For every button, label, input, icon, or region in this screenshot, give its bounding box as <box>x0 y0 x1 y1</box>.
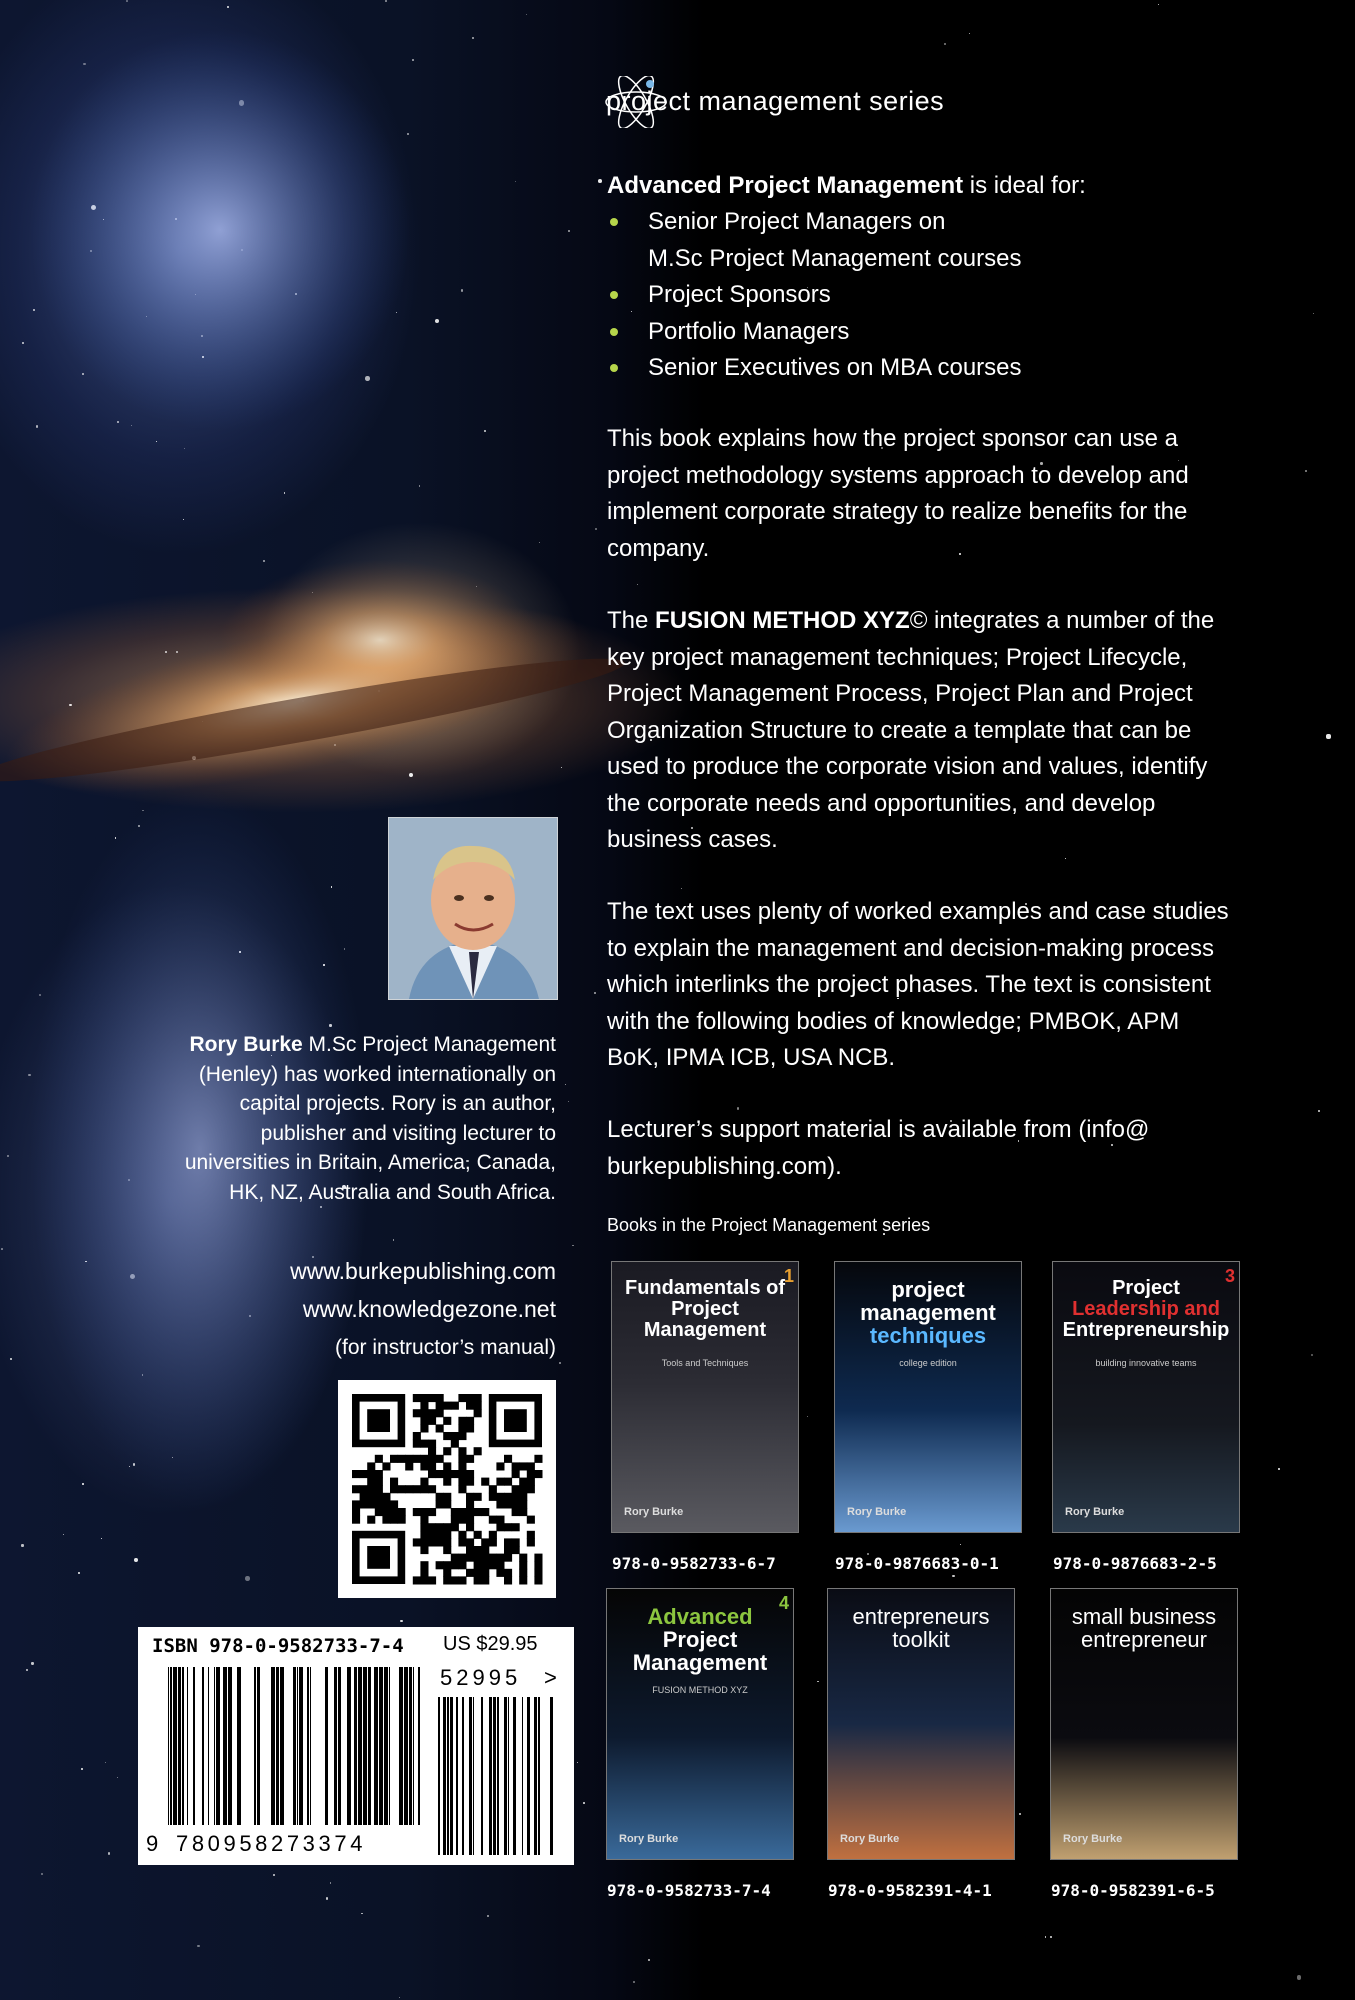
book-subtitle: Tools and Techniques <box>661 1358 749 1368</box>
book-isbn: 978-0-9582733-6-7 <box>612 1554 776 1573</box>
list-item: Portfolio Managers <box>610 314 1022 351</box>
book-cover-title <box>612 1278 798 1341</box>
star <box>1050 1936 1052 1938</box>
star <box>1305 470 1306 471</box>
paragraph-examples: The text uses plenty of worked examples and case studies to explain the management and decision-making process which interlinks the project phases. The text is consistent with the following bodies of knowledge; PMBOK, APM BoK, IPMA ICB, USA NCB. <box>607 898 1229 1071</box>
list-item: Project Sponsors <box>610 277 1022 314</box>
star <box>681 888 682 889</box>
addon-digits: 52995 <box>440 1665 522 1690</box>
star <box>1313 313 1314 314</box>
book-cover-title <box>828 1605 1014 1651</box>
instructor-note: (for instructor’s manual) <box>335 1336 556 1359</box>
star <box>1311 1354 1313 1356</box>
book-author: Rory Burke <box>619 1833 679 1845</box>
book-cover[interactable] <box>611 1261 799 1533</box>
book-title-line: small business <box>1071 1604 1217 1629</box>
book-title-line: management <box>860 1300 996 1326</box>
ideal-suffix: is ideal for: <box>963 172 1086 199</box>
book-isbn: 978-0-9876683-2-5 <box>1053 1554 1217 1573</box>
book-isbn: 978-0-9582391-4-1 <box>828 1881 992 1900</box>
qr-code[interactable] <box>338 1380 556 1598</box>
paragraph-support: Lecturer’s support material is available from (info@ burkepublishing.com). <box>607 1116 1150 1180</box>
book-author: Rory Burke <box>624 1506 684 1518</box>
star <box>944 43 946 45</box>
star <box>1158 4 1159 5</box>
book-title-line: Entrepreneurship <box>1062 1319 1230 1341</box>
list-item-continuation: M.Sc Project Management courses <box>648 244 1022 272</box>
book-cover-title <box>1053 1278 1239 1341</box>
book-cover[interactable] <box>1052 1261 1240 1533</box>
isbn-barcode <box>138 1627 574 1865</box>
book-title-line: project <box>891 1277 965 1302</box>
book-author: Rory Burke <box>840 1833 900 1845</box>
book-number-badge: 1 <box>783 1266 794 1286</box>
book-title-line: Management <box>632 1650 768 1676</box>
book-isbn: 978-0-9876683-0-1 <box>835 1554 999 1573</box>
book-subtitle: college edition <box>899 1358 957 1368</box>
list-item: Senior Project Managers on M.Sc Project Management courses <box>610 204 1022 277</box>
book-number-badge: 4 <box>778 1593 789 1613</box>
star <box>817 1681 819 1683</box>
book-author: Rory Burke <box>1065 1506 1125 1518</box>
ideal-list <box>610 204 1022 387</box>
star <box>1278 1468 1280 1470</box>
star <box>969 33 970 34</box>
book-cover[interactable] <box>1050 1588 1238 1860</box>
book-author: Rory Burke <box>847 1506 907 1518</box>
book-title-line: techniques <box>869 1323 987 1349</box>
book-title-line: Project <box>1112 1277 1180 1299</box>
addon-arrow: > <box>544 1665 557 1690</box>
author-name: Rory Burke <box>189 1033 303 1056</box>
barcode-digits: 780958273374 <box>176 1831 367 1856</box>
series-label: project management series <box>606 86 945 116</box>
book-title-line: entrepreneur <box>1081 1627 1207 1653</box>
star <box>737 1107 739 1109</box>
book-title-line: entrepreneurs <box>852 1604 990 1629</box>
star <box>648 1959 650 1961</box>
star <box>960 1544 961 1545</box>
star <box>952 1575 954 1577</box>
book-cover-title <box>835 1278 1021 1347</box>
paragraph-fusion: The FUSION METHOD XYZ© integrates a number of the key project management techniques; Project Lifecycle, Project Management Process, Project Plan and Project Organization Structure to create a template that can be used to produce the corporate vision and values, identify the corporate needs and opportunities, and develop business cases. <box>607 607 1215 853</box>
star <box>1297 1975 1302 1980</box>
book-title-line: Management <box>643 1319 767 1341</box>
website-link[interactable]: www.burkepublishing.com <box>290 1258 556 1284</box>
book-cover[interactable] <box>834 1261 1022 1533</box>
paragraph-sponsor: This book explains how the project sponsor can use a project methodology systems approach to develop and implement corporate strategy to realize benefits for the company. <box>607 425 1189 562</box>
website-link[interactable]: www.knowledgezone.net <box>302 1296 556 1322</box>
book-subtitle: building innovative teams <box>1095 1358 1197 1368</box>
star <box>807 1416 808 1417</box>
barcode-bars <box>138 1627 574 1865</box>
book-title-line: toolkit <box>892 1627 950 1653</box>
book-cover-title <box>1051 1605 1237 1651</box>
book-title-line: Fundamentals of <box>624 1277 785 1299</box>
star <box>1045 1936 1046 1937</box>
book-isbn: 978-0-9582391-6-5 <box>1051 1881 1215 1900</box>
isbn-text: ISBN 978-0-9582733-7-4 <box>152 1635 404 1657</box>
star <box>1326 734 1330 738</box>
author-photo <box>388 817 558 1000</box>
book-cover[interactable] <box>827 1588 1015 1860</box>
fusion-method-name: FUSION METHOD XYZ <box>655 607 910 634</box>
book-title-line: Leadership and <box>1072 1298 1220 1320</box>
book-isbn: 978-0-9582733-7-4 <box>607 1881 771 1900</box>
book-number-badge: 3 <box>1224 1266 1235 1286</box>
list-item: Senior Executives on MBA courses <box>610 350 1022 387</box>
barcode-lead-digit: 9 <box>146 1831 159 1856</box>
book-cover[interactable] <box>606 1588 794 1860</box>
star <box>1318 1110 1320 1112</box>
book-title-line: Advanced <box>647 1604 753 1629</box>
book-title-line: Project <box>662 1627 738 1653</box>
book-author: Rory Burke <box>1063 1833 1123 1845</box>
books-heading: Books in the Project Management series <box>607 1215 931 1235</box>
author-bio: Rory Burke M.Sc Project Management (Henley) has worked internationally on capital projects. Rory is an author, publisher and visiting lecturer to universities in Britain, America, Canada, HK, NZ, Australia and South Africa. <box>184 1033 556 1204</box>
book-cover-title <box>607 1605 793 1674</box>
book-subtitle: FUSION METHOD XYZ <box>652 1685 748 1695</box>
price-text: US $29.95 <box>443 1633 538 1655</box>
book-title-line: Project <box>671 1298 739 1320</box>
book-title: Advanced Project Management <box>607 172 964 199</box>
star <box>1019 1813 1021 1815</box>
ideal-heading <box>607 168 1247 205</box>
